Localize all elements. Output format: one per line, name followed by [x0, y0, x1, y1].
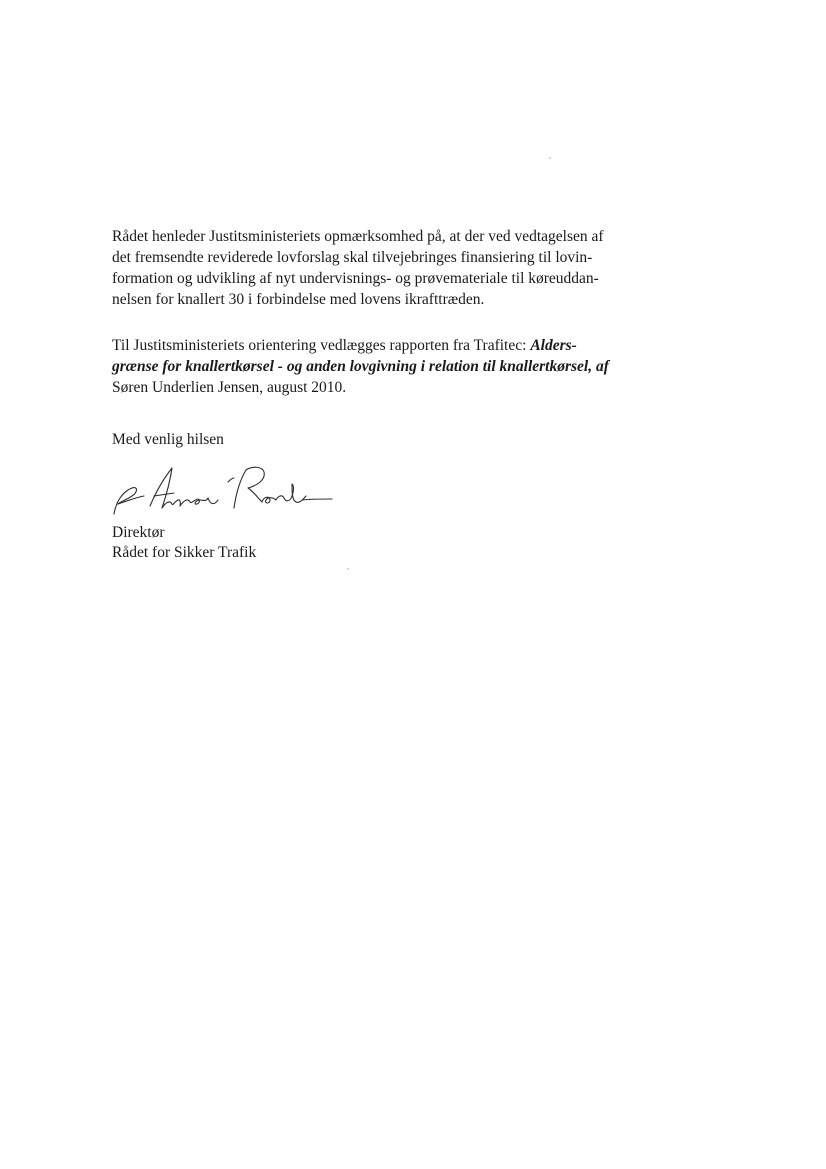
organization-name: Rådet for Sikker Trafik	[112, 544, 257, 561]
report-title-part1: Alders-	[530, 337, 577, 354]
scan-speck	[347, 568, 349, 570]
report-author-date: Søren Underlien Jensen, august 2010.	[112, 379, 347, 396]
report-title-part2: grænse for knallertkørsel - og anden lovgivning i relation til knallertkørsel, af	[112, 358, 609, 375]
scan-speck	[549, 157, 551, 159]
paragraph-line	[112, 336, 577, 356]
paragraph-line: Rådet henleder Justitsministeriets opmærksomhed på, at der ved vedtagelsen af	[112, 228, 604, 245]
handwritten-signature	[110, 462, 335, 522]
paragraph-line: formation og udvikling af nyt undervisnings- og prøvemateriale til køreuddan-	[112, 270, 599, 287]
closing-greeting: Med venlig hilsen	[112, 431, 224, 448]
signatory-title: Direktør	[112, 524, 165, 541]
paragraph-line: det fremsendte reviderede lovforslag skal tilvejebringes finansiering til lovin-	[112, 249, 593, 266]
reference-intro-text: Til Justitsministeriets orientering vedlægges rapporten fra Trafitec:	[112, 337, 531, 354]
paragraph-line: nelsen for knallert 30 i forbindelse med lovens ikrafttræden.	[112, 291, 485, 308]
